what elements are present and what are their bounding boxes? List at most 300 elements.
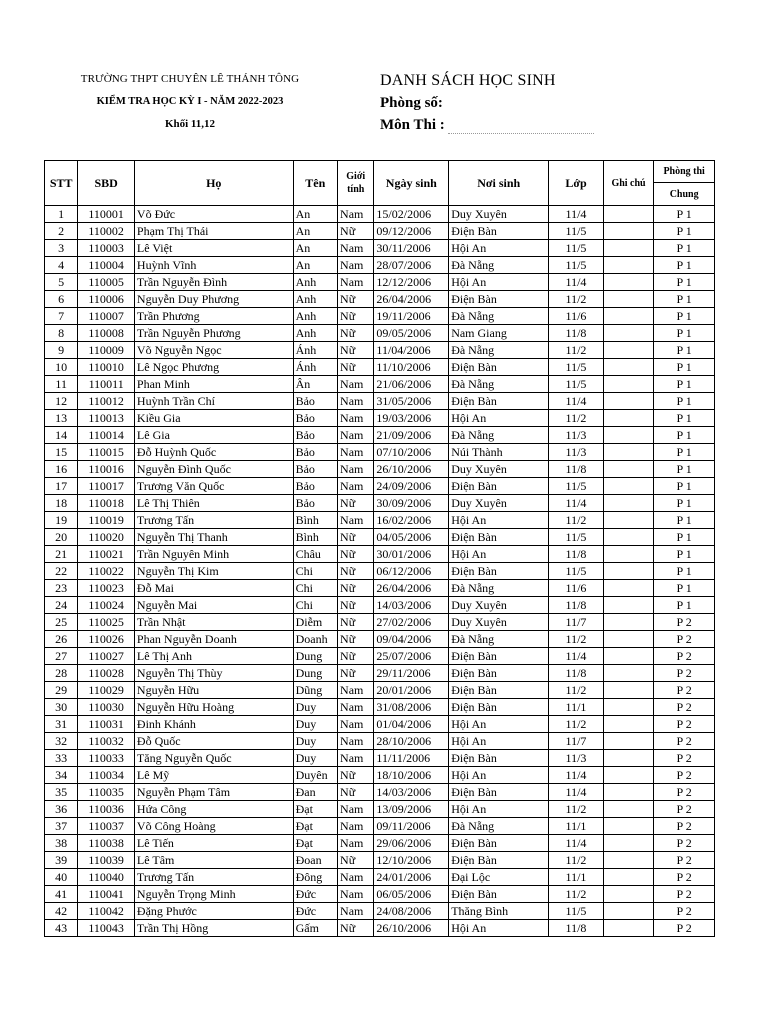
birth-date-cell: 21/09/2006	[374, 427, 449, 444]
room-cell: P 2	[654, 818, 715, 835]
table-row	[45, 444, 715, 461]
given-name-cell: Đông	[293, 869, 337, 886]
sbd-cell: 110023	[78, 580, 135, 597]
room-cell: P 1	[654, 274, 715, 291]
room-cell: P 1	[654, 546, 715, 563]
birth-date-cell: 16/02/2006	[374, 512, 449, 529]
room-cell: P 1	[654, 580, 715, 597]
room-cell: P 2	[654, 665, 715, 682]
stt-cell: 5	[45, 274, 78, 291]
table-row	[45, 512, 715, 529]
sbd-cell: 110030	[78, 699, 135, 716]
given-name-cell: Duy	[293, 733, 337, 750]
note-cell	[603, 563, 654, 580]
given-name-cell: Chi	[293, 597, 337, 614]
class-cell: 11/1	[549, 818, 604, 835]
birth-date-cell: 14/03/2006	[374, 784, 449, 801]
table-row	[45, 427, 715, 444]
class-cell: 11/5	[549, 478, 604, 495]
gender-cell: Nam	[338, 818, 374, 835]
class-cell: 11/5	[549, 257, 604, 274]
stt-cell: 11	[45, 376, 78, 393]
given-name-cell: Duyên	[293, 767, 337, 784]
stt-cell: 6	[45, 291, 78, 308]
col-header-ho: Họ	[134, 161, 293, 206]
surname-cell: Lê Ngọc Phương	[134, 359, 293, 376]
birthplace-cell: Điện Bàn	[449, 359, 549, 376]
stt-cell: 2	[45, 223, 78, 240]
col-header-phong-thi: Phòng thi	[654, 161, 715, 183]
gender-cell: Nam	[338, 869, 374, 886]
stt-cell: 23	[45, 580, 78, 597]
given-name-cell: Dung	[293, 648, 337, 665]
room-cell: P 2	[654, 750, 715, 767]
stt-cell: 40	[45, 869, 78, 886]
note-cell	[603, 631, 654, 648]
given-name-cell: Đức	[293, 903, 337, 920]
table-body	[45, 206, 715, 937]
sbd-cell: 110006	[78, 291, 135, 308]
surname-cell: Nguyễn Thị Kim	[134, 563, 293, 580]
stt-cell: 4	[45, 257, 78, 274]
class-cell: 11/2	[549, 631, 604, 648]
surname-cell: Huỳnh Trần Chí	[134, 393, 293, 410]
birth-date-cell: 26/10/2006	[374, 461, 449, 478]
note-cell	[603, 801, 654, 818]
birth-date-cell: 25/07/2006	[374, 648, 449, 665]
stt-cell: 22	[45, 563, 78, 580]
col-header-ngay-sinh: Ngày sinh	[374, 161, 449, 206]
birthplace-cell: Điện Bàn	[449, 835, 549, 852]
note-cell	[603, 818, 654, 835]
birth-date-cell: 09/11/2006	[374, 818, 449, 835]
room-cell: P 2	[654, 801, 715, 818]
room-cell: P 1	[654, 376, 715, 393]
surname-cell: Phan Minh	[134, 376, 293, 393]
subject-label: Môn Thi :	[380, 117, 445, 133]
gender-cell: Nam	[338, 257, 374, 274]
birthplace-cell: Hội An	[449, 767, 549, 784]
class-cell: 11/8	[549, 325, 604, 342]
birth-date-cell: 31/08/2006	[374, 699, 449, 716]
room-cell: P 2	[654, 648, 715, 665]
sbd-cell: 110042	[78, 903, 135, 920]
birth-date-cell: 06/12/2006	[374, 563, 449, 580]
class-cell: 11/3	[549, 427, 604, 444]
given-name-cell: An	[293, 257, 337, 274]
sbd-cell: 110036	[78, 801, 135, 818]
gender-cell: Nam	[338, 427, 374, 444]
birthplace-cell: Duy Xuyên	[449, 495, 549, 512]
stt-cell: 38	[45, 835, 78, 852]
surname-cell: Lê Tâm	[134, 852, 293, 869]
class-cell: 11/7	[549, 614, 604, 631]
surname-cell: Đỗ Quốc	[134, 733, 293, 750]
note-cell	[603, 257, 654, 274]
birthplace-cell: Núi Thành	[449, 444, 549, 461]
note-cell	[603, 495, 654, 512]
room-cell: P 1	[654, 393, 715, 410]
note-cell	[603, 206, 654, 223]
birth-date-cell: 26/04/2006	[374, 291, 449, 308]
surname-cell: Lê Mỹ	[134, 767, 293, 784]
gender-cell: Nữ	[338, 308, 374, 325]
stt-cell: 20	[45, 529, 78, 546]
class-cell: 11/2	[549, 801, 604, 818]
class-cell: 11/3	[549, 750, 604, 767]
gender-cell: Nam	[338, 716, 374, 733]
sbd-cell: 110032	[78, 733, 135, 750]
birthplace-cell: Điện Bàn	[449, 648, 549, 665]
birth-date-cell: 26/10/2006	[374, 920, 449, 937]
sbd-cell: 110027	[78, 648, 135, 665]
sbd-cell: 110024	[78, 597, 135, 614]
note-cell	[603, 308, 654, 325]
list-header	[380, 72, 594, 139]
gender-cell: Nữ	[338, 665, 374, 682]
sbd-cell: 110021	[78, 546, 135, 563]
note-cell	[603, 852, 654, 869]
table-row	[45, 784, 715, 801]
given-name-cell: Đạt	[293, 835, 337, 852]
sbd-cell: 110034	[78, 767, 135, 784]
class-cell: 11/5	[549, 376, 604, 393]
sbd-cell: 110022	[78, 563, 135, 580]
class-cell: 11/5	[549, 223, 604, 240]
stt-cell: 41	[45, 886, 78, 903]
stt-cell: 30	[45, 699, 78, 716]
room-cell: P 1	[654, 478, 715, 495]
stt-cell: 12	[45, 393, 78, 410]
surname-cell: Nguyễn Phạm Tâm	[134, 784, 293, 801]
class-cell: 11/4	[549, 206, 604, 223]
gender-cell: Nam	[338, 750, 374, 767]
sbd-cell: 110035	[78, 784, 135, 801]
given-name-cell: Đoan	[293, 852, 337, 869]
gender-cell: Nam	[338, 903, 374, 920]
note-cell	[603, 835, 654, 852]
table-row	[45, 393, 715, 410]
birthplace-cell: Điện Bàn	[449, 699, 549, 716]
sbd-cell: 110020	[78, 529, 135, 546]
table-row	[45, 648, 715, 665]
sbd-cell: 110028	[78, 665, 135, 682]
birth-date-cell: 24/09/2006	[374, 478, 449, 495]
gender-cell: Nam	[338, 801, 374, 818]
class-cell: 11/7	[549, 733, 604, 750]
subject-row	[380, 117, 594, 135]
surname-cell: Lê Việt	[134, 240, 293, 257]
surname-cell: Trương Tấn	[134, 512, 293, 529]
surname-cell: Nguyễn Thị Thanh	[134, 529, 293, 546]
gender-cell: Nữ	[338, 597, 374, 614]
stt-cell: 28	[45, 665, 78, 682]
given-name-cell: An	[293, 240, 337, 257]
sbd-cell: 110016	[78, 461, 135, 478]
gender-cell: Nam	[338, 835, 374, 852]
given-name-cell: Bảo	[293, 393, 337, 410]
table-row	[45, 818, 715, 835]
class-cell: 11/5	[549, 240, 604, 257]
sbd-cell: 110012	[78, 393, 135, 410]
birth-date-cell: 29/06/2006	[374, 835, 449, 852]
gender-cell: Nữ	[338, 546, 374, 563]
note-cell	[603, 240, 654, 257]
room-cell: P 2	[654, 869, 715, 886]
given-name-cell: Diễm	[293, 614, 337, 631]
given-name-cell: Doanh	[293, 631, 337, 648]
note-cell	[603, 682, 654, 699]
class-cell: 11/1	[549, 869, 604, 886]
class-cell: 11/8	[549, 665, 604, 682]
birthplace-cell: Đà Nẵng	[449, 257, 549, 274]
class-cell: 11/4	[549, 767, 604, 784]
given-name-cell: Ân	[293, 376, 337, 393]
gender-cell: Nữ	[338, 563, 374, 580]
birthplace-cell: Đà Nẵng	[449, 376, 549, 393]
birth-date-cell: 30/01/2006	[374, 546, 449, 563]
table-row	[45, 240, 715, 257]
table-row	[45, 529, 715, 546]
birthplace-cell: Đà Nẵng	[449, 580, 549, 597]
note-cell	[603, 478, 654, 495]
given-name-cell: Duy	[293, 716, 337, 733]
note-cell	[603, 223, 654, 240]
room-cell: P 2	[654, 886, 715, 903]
given-name-cell: Anh	[293, 325, 337, 342]
birthplace-cell: Duy Xuyên	[449, 206, 549, 223]
room-cell: P 1	[654, 427, 715, 444]
surname-cell: Nguyễn Duy Phương	[134, 291, 293, 308]
birth-date-cell: 11/11/2006	[374, 750, 449, 767]
room-cell: P 2	[654, 920, 715, 937]
class-cell: 11/6	[549, 580, 604, 597]
note-cell	[603, 512, 654, 529]
table-row	[45, 597, 715, 614]
birth-date-cell: 19/03/2006	[374, 410, 449, 427]
gender-cell: Nam	[338, 410, 374, 427]
note-cell	[603, 614, 654, 631]
birthplace-cell: Đà Nẵng	[449, 631, 549, 648]
birthplace-cell: Đà Nẵng	[449, 818, 549, 835]
gender-cell: Nam	[338, 886, 374, 903]
stt-cell: 1	[45, 206, 78, 223]
birthplace-cell: Duy Xuyên	[449, 597, 549, 614]
table-row	[45, 716, 715, 733]
table-row	[45, 223, 715, 240]
birth-date-cell: 24/01/2006	[374, 869, 449, 886]
document-title: DANH SÁCH HỌC SINH	[380, 72, 556, 89]
class-cell: 11/8	[549, 920, 604, 937]
table-row	[45, 410, 715, 427]
birthplace-cell: Hội An	[449, 546, 549, 563]
sbd-cell: 110015	[78, 444, 135, 461]
gender-cell: Nam	[338, 393, 374, 410]
class-cell: 11/5	[549, 903, 604, 920]
room-cell: P 1	[654, 444, 715, 461]
surname-cell: Nguyễn Hữu	[134, 682, 293, 699]
birthplace-cell: Đà Nẵng	[449, 342, 549, 359]
birthplace-cell: Đại Lộc	[449, 869, 549, 886]
sbd-cell: 110019	[78, 512, 135, 529]
sbd-cell: 110010	[78, 359, 135, 376]
table-row	[45, 733, 715, 750]
birthplace-cell: Điện Bàn	[449, 291, 549, 308]
note-cell	[603, 767, 654, 784]
class-cell: 11/4	[549, 274, 604, 291]
col-header-ten: Tên	[293, 161, 337, 206]
birth-date-cell: 06/05/2006	[374, 886, 449, 903]
birthplace-cell: Điện Bàn	[449, 886, 549, 903]
gender-cell: Nữ	[338, 784, 374, 801]
col-header-lop: Lớp	[549, 161, 604, 206]
surname-cell: Nguyễn Mai	[134, 597, 293, 614]
note-cell	[603, 376, 654, 393]
col-header-ghi-chu: Ghi chú	[603, 161, 654, 206]
stt-cell: 33	[45, 750, 78, 767]
gender-cell: Nữ	[338, 359, 374, 376]
class-cell: 11/2	[549, 716, 604, 733]
class-cell: 11/8	[549, 461, 604, 478]
note-cell	[603, 648, 654, 665]
sbd-cell: 110014	[78, 427, 135, 444]
room-label: Phòng số:	[380, 95, 443, 111]
note-cell	[603, 359, 654, 376]
birth-date-cell: 09/12/2006	[374, 223, 449, 240]
surname-cell: Võ Công Hoàng	[134, 818, 293, 835]
school-name: TRƯỜNG THPT CHUYÊN LÊ THÁNH TÔNG	[80, 73, 300, 85]
room-cell: P 1	[654, 563, 715, 580]
sbd-cell: 110029	[78, 682, 135, 699]
surname-cell: Lê Gia	[134, 427, 293, 444]
stt-cell: 3	[45, 240, 78, 257]
given-name-cell: Bảo	[293, 461, 337, 478]
birthplace-cell: Điện Bàn	[449, 750, 549, 767]
birth-date-cell: 18/10/2006	[374, 767, 449, 784]
birthplace-cell: Điện Bàn	[449, 529, 549, 546]
gender-cell: Nữ	[338, 920, 374, 937]
col-header-noi-sinh: Nơi sinh	[449, 161, 549, 206]
given-name-cell: Bảo	[293, 495, 337, 512]
surname-cell: Lê Thị Anh	[134, 648, 293, 665]
given-name-cell: Đạt	[293, 818, 337, 835]
table-row	[45, 682, 715, 699]
surname-cell: Phạm Thị Thái	[134, 223, 293, 240]
birth-date-cell: 20/01/2006	[374, 682, 449, 699]
room-cell: P 1	[654, 410, 715, 427]
birth-date-cell: 27/02/2006	[374, 614, 449, 631]
stt-cell: 9	[45, 342, 78, 359]
birthplace-cell: Hội An	[449, 716, 549, 733]
class-cell: 11/2	[549, 512, 604, 529]
gender-cell: Nữ	[338, 648, 374, 665]
birthplace-cell: Điện Bàn	[449, 223, 549, 240]
sbd-cell: 110005	[78, 274, 135, 291]
sbd-cell: 110038	[78, 835, 135, 852]
stt-cell: 39	[45, 852, 78, 869]
sbd-cell: 110043	[78, 920, 135, 937]
birthplace-cell: Điện Bàn	[449, 784, 549, 801]
birthplace-cell: Hội An	[449, 801, 549, 818]
birthplace-cell: Điện Bàn	[449, 393, 549, 410]
room-cell: P 2	[654, 733, 715, 750]
table-row	[45, 308, 715, 325]
stt-cell: 10	[45, 359, 78, 376]
birth-date-cell: 15/02/2006	[374, 206, 449, 223]
surname-cell: Trần Nguyễn Phương	[134, 325, 293, 342]
col-header-sbd: SBD	[78, 161, 135, 206]
class-cell: 11/2	[549, 342, 604, 359]
surname-cell: Trần Thị Hồng	[134, 920, 293, 937]
stt-cell: 7	[45, 308, 78, 325]
note-cell	[603, 393, 654, 410]
note-cell	[603, 274, 654, 291]
table-row	[45, 563, 715, 580]
note-cell	[603, 444, 654, 461]
surname-cell: Nguyễn Trọng Minh	[134, 886, 293, 903]
birthplace-cell: Thăng Bình	[449, 903, 549, 920]
surname-cell: Hứa Công	[134, 801, 293, 818]
room-cell: P 2	[654, 716, 715, 733]
birth-date-cell: 31/05/2006	[374, 393, 449, 410]
note-cell	[603, 869, 654, 886]
given-name-cell: An	[293, 206, 337, 223]
room-cell: P 1	[654, 257, 715, 274]
class-cell: 11/3	[549, 444, 604, 461]
surname-cell: Trần Nguyên Minh	[134, 546, 293, 563]
birth-date-cell: 28/07/2006	[374, 257, 449, 274]
class-cell: 11/8	[549, 597, 604, 614]
given-name-cell: Bình	[293, 512, 337, 529]
birthplace-cell: Hội An	[449, 512, 549, 529]
sbd-cell: 110026	[78, 631, 135, 648]
table-row	[45, 325, 715, 342]
given-name-cell: Châu	[293, 546, 337, 563]
exam-name: KIỂM TRA HỌC KỲ I - NĂM 2022-2023	[96, 96, 284, 107]
birth-date-cell: 30/09/2006	[374, 495, 449, 512]
stt-cell: 43	[45, 920, 78, 937]
class-cell: 11/2	[549, 291, 604, 308]
note-cell	[603, 784, 654, 801]
sbd-cell: 110039	[78, 852, 135, 869]
gender-cell: Nam	[338, 376, 374, 393]
stt-cell: 35	[45, 784, 78, 801]
room-cell: P 2	[654, 903, 715, 920]
given-name-cell: Ánh	[293, 359, 337, 376]
table-row	[45, 869, 715, 886]
birthplace-cell: Hội An	[449, 920, 549, 937]
gender-cell: Nam	[338, 512, 374, 529]
note-cell	[603, 665, 654, 682]
class-cell: 11/8	[549, 546, 604, 563]
table-row	[45, 801, 715, 818]
birthplace-cell: Đà Nẵng	[449, 308, 549, 325]
room-cell: P 1	[654, 597, 715, 614]
birth-date-cell: 09/04/2006	[374, 631, 449, 648]
class-cell: 11/2	[549, 682, 604, 699]
room-cell: P 1	[654, 461, 715, 478]
table-row	[45, 461, 715, 478]
table-row	[45, 257, 715, 274]
birthplace-cell: Hội An	[449, 240, 549, 257]
given-name-cell: Đức	[293, 886, 337, 903]
class-cell: 11/4	[549, 784, 604, 801]
surname-cell: Tăng Nguyễn Quốc	[134, 750, 293, 767]
room-cell: P 1	[654, 291, 715, 308]
birthplace-cell: Hội An	[449, 274, 549, 291]
class-cell: 11/4	[549, 393, 604, 410]
col-header-stt: STT	[45, 161, 78, 206]
